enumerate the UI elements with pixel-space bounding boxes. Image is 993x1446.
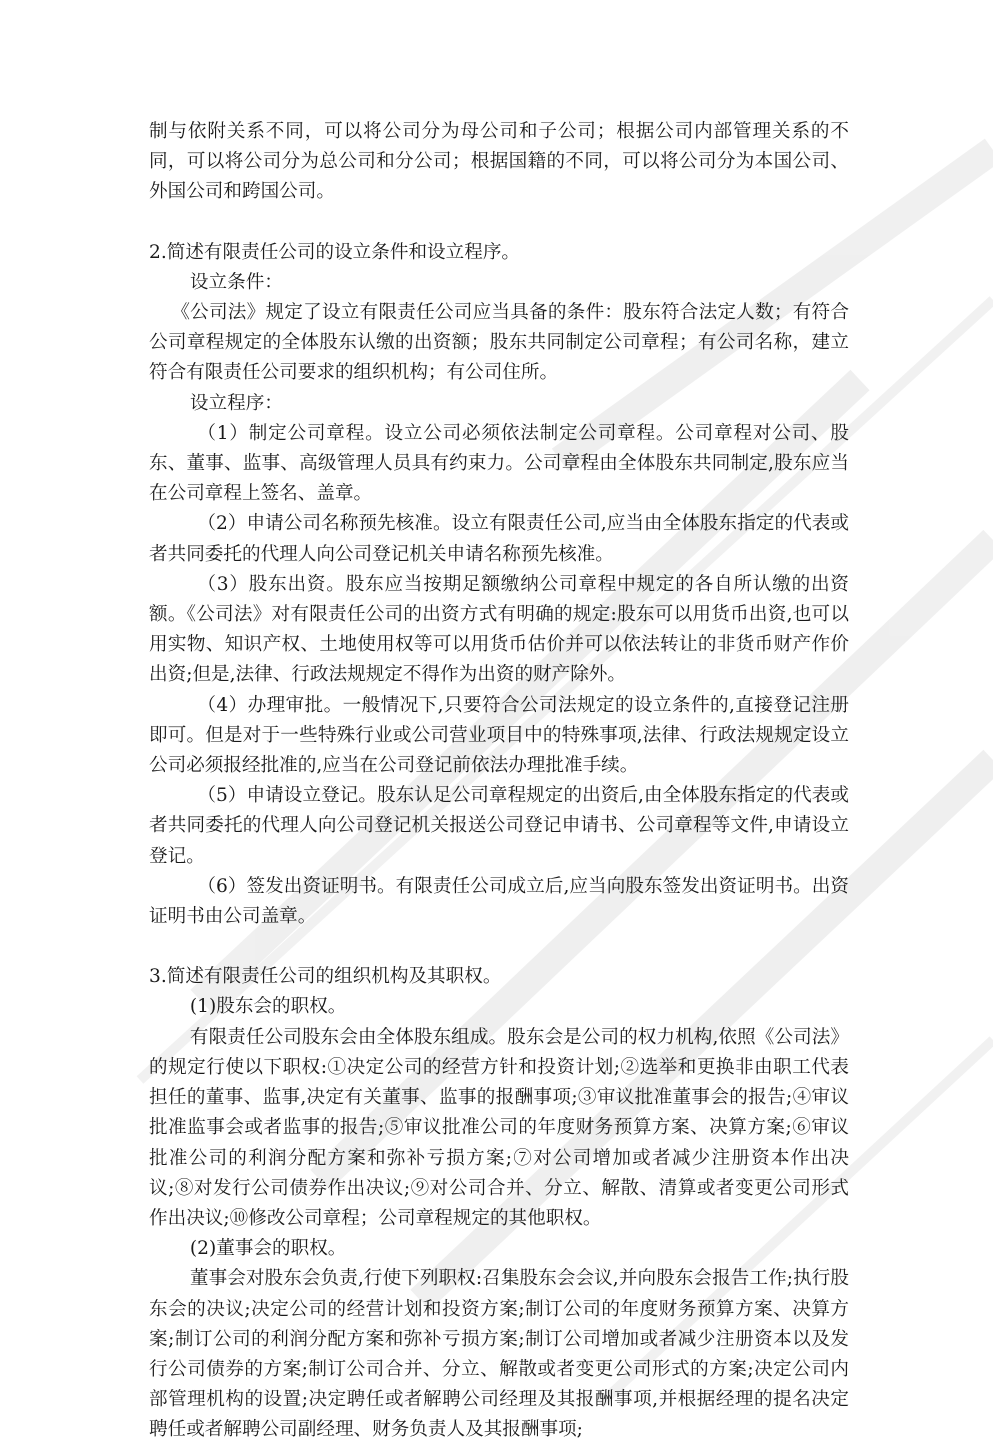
shareholders-meeting-paragraph: 有限责任公司股东会由全体股东组成。股东会是公司的权力机构,依照《公司法》的规定行使以下职权:①决定公司的经营方针和投资计划;②选举和更换非由职工代表担任的董事、监事,决定有关董事、监事的报酬事项;③审议批准董事会的报告;④审议批准监事会或者监事的报告;⑤审议批准公司的年度财务预算方案、决算方案;⑥审议批准公司的利润分配方案和弥补亏损方案;⑦对公司增加或者减少注册资本作出决议;⑧对发行公司债券作出决议;⑨对公司合并、分立、解散、清算或者变更公司形式作出决议;⑩修改公司章程；公司章程规定的其他职权。 <box>149 1026 849 1229</box>
intro-paragraph: 制与依附关系不同，可以将公司分为母公司和子公司；根据公司内部管理关系的不同，可以将公司分为总公司和分公司；根据国籍的不同，可以将公司分为本国公司、外国公司和跨国公司。 <box>149 121 849 203</box>
procedure-label: 设立程序： <box>189 392 283 414</box>
procedure-step-4: （4）办理审批。一般情况下,只要符合公司法规定的设立条件的,直接登记注册即可。但是对于一些特殊行业或公司营业项目中的特殊事项,法律、行政法规规定设立公司必须报经批准的,应当在公司登记前依法办理批准手续。 <box>149 694 849 777</box>
conditions-paragraph: 《公司法》规定了设立有限责任公司应当具备的条件：股东符合法定人数；有符合公司章程规定的全体股东认缴的出资额；股东共同制定公司章程；有公司名称，建立符合有限责任公司要求的组织机构；有公司住所。 <box>149 302 849 384</box>
document-body <box>149 117 849 1446</box>
shareholders-meeting-heading: (1)股东会的职权。 <box>189 996 347 1018</box>
question-2-title: 2.简述有限责任公司的设立条件和设立程序。 <box>149 241 521 263</box>
board-paragraph: 董事会对股东会负责,行使下列职权:召集股东会会议,并向股东会报告工作;执行股东会的决议;决定公司的经营计划和投资方案;制订公司的年度财务预算方案、决算方案;制订公司的利润分配方案和弥补亏损方案;制订公司增加或者减少注册资本以及发行公司债券的方案;制订公司合并、分立、解散或者变更公司形式的方案;决定公司内部管理机构的设置;决定聘任或者解聘公司经理及其报酬事项,并根据经理的提名决定聘任或者解聘公司副经理、财务负责人及其报酬事项; <box>149 1268 849 1441</box>
spacer <box>149 208 849 238</box>
procedure-step-1: （1）制定公司章程。设立公司必须依法制定公司章程。公司章程对公司、股东、董事、监事、高级管理人员具有约束力。公司章程由全体股东共同制定,股东应当在公司章程上签名、盖章。 <box>149 422 849 505</box>
procedure-step-3: （3）股东出资。股东应当按期足额缴纳公司章程中规定的各自所认缴的出资额。《公司法》对有限责任公司的出资方式有明确的规定:股东可以用货币出资,也可以用实物、知识产权、土地使用权等可以用货币估价并可以依法转让的非货币财产作价出资;但是,法律、行政法规规定不得作为出资的财产除外。 <box>149 573 849 686</box>
question-3-title: 3.简述有限责任公司的组织机构及其职权。 <box>149 966 502 988</box>
procedure-step-2: （2）申请公司名称预先核准。设立有限责任公司,应当由全体股东指定的代表或者共同委托的代理人向公司登记机关申请名称预先核准。 <box>149 513 849 565</box>
procedure-step-5: （5）申请设立登记。股东认足公司章程规定的出资后,由全体股东指定的代表或者共同委托的代理人向公司登记机关报送公司登记申请书、公司章程等文件,申请设立登记。 <box>149 785 849 867</box>
procedure-step-6: （6）签发出资证明书。有限责任公司成立后,应当向股东签发出资证明书。出资证明书由公司盖章。 <box>149 875 849 928</box>
conditions-label: 设立条件： <box>189 271 283 293</box>
board-heading: (2)董事会的职权。 <box>189 1238 347 1260</box>
spacer <box>149 932 849 962</box>
